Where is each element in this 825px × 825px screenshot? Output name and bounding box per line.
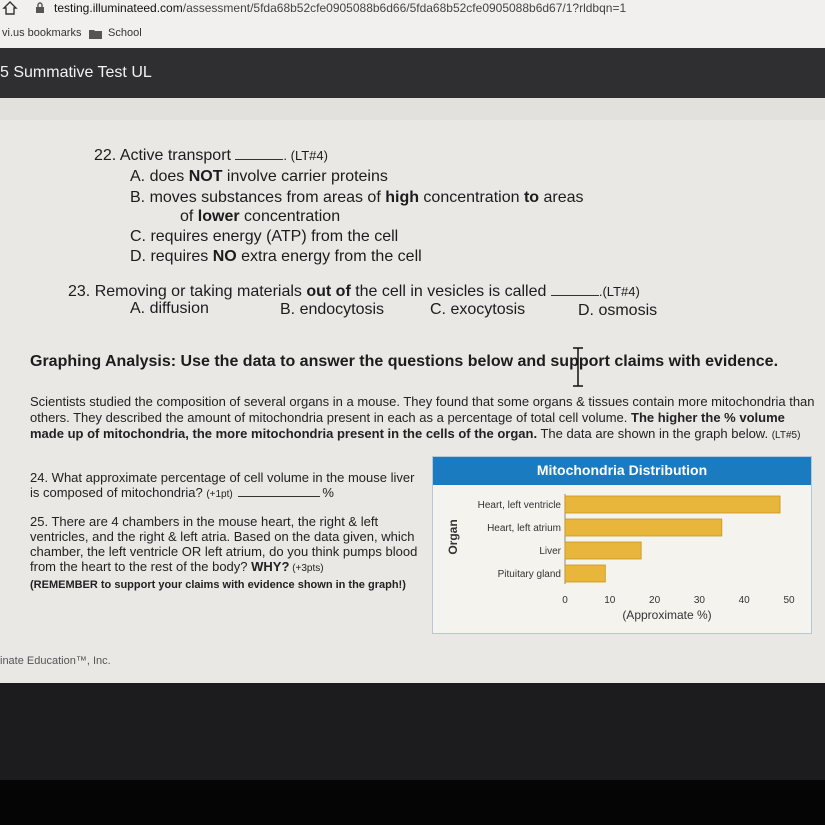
q22-option-c[interactable]: C. requires energy (ATP) from the cell <box>130 228 399 245</box>
chart-title: Mitochondria Distribution <box>536 462 708 478</box>
x-tick-label: 30 <box>693 595 705 606</box>
address-bar[interactable] <box>0 0 825 20</box>
q23-stem: 23. Removing or taking materials out of the cell in vesicles is called .(LT#4) <box>68 283 640 300</box>
footer-copyright: inate Education™, Inc. <box>0 655 111 667</box>
q24-answer-blank[interactable] <box>238 486 320 497</box>
section-intro: Scientists studied the composition of several organs in a mouse. They found that some organs & tissues contain more mitochondria than others. They described the amount of mitochondria present in each as a percentage of total cell volume. The higher the % volume made up of mitochondria, the more mitochondria present in the cells of the organ. The data are shown in the graph below. (LT#5) <box>30 394 815 441</box>
y-axis-label: Organ <box>446 519 460 555</box>
category-label: Liver <box>539 546 561 557</box>
q24-text: 24. What approximate percentage of cell volume in the mouse liver is composed of mitochondria? (+1pt) % <box>30 470 415 500</box>
chart-bar <box>565 565 605 582</box>
category-label: Heart, left atrium <box>487 523 561 534</box>
x-tick-label: 0 <box>562 595 568 606</box>
bottom-bezel <box>0 780 825 825</box>
q23-option-b[interactable]: B. endocytosis <box>280 301 385 318</box>
bookmark-item[interactable]: vi.us bookmarks <box>2 27 82 39</box>
test-content <box>0 98 825 683</box>
q23-option-a[interactable]: A. diffusion <box>130 300 209 317</box>
app-header <box>0 48 825 98</box>
bottom-area <box>0 683 825 780</box>
lock-icon <box>34 1 46 14</box>
text-cursor-icon <box>570 346 586 388</box>
chart-bar <box>565 496 780 513</box>
bookmark-item-school[interactable]: School <box>108 27 142 39</box>
folder-icon <box>89 29 102 39</box>
category-label: Pituitary gland <box>497 569 561 580</box>
chart-bar <box>565 519 722 536</box>
q23-option-d[interactable]: D. osmosis <box>578 302 658 319</box>
q22-option-d[interactable]: D. requires NO extra energy from the cell <box>130 248 422 265</box>
bookmarks-bar <box>0 24 825 44</box>
category-label: Heart, left ventricle <box>477 500 561 511</box>
x-tick-label: 50 <box>783 595 795 606</box>
mitochondria-chart <box>432 456 812 634</box>
q22-option-b[interactable]: B. moves substances from areas of high concentration to areas <box>130 189 584 206</box>
q23-option-c[interactable]: C. exocytosis <box>430 301 526 318</box>
content-top-band <box>0 98 825 120</box>
q22-option-a[interactable]: A. does NOT involve carrier proteins <box>130 168 388 185</box>
chart-header <box>433 457 811 485</box>
q22-stem: 22. Active transport . (LT#4) <box>94 147 328 164</box>
home-icon[interactable] <box>2 0 18 16</box>
x-tick-label: 40 <box>738 595 750 606</box>
x-tick-label: 10 <box>604 595 616 606</box>
page-title: 5 Summative Test UL <box>0 64 152 81</box>
x-tick-label: 20 <box>649 595 661 606</box>
graphing-section-title: Graphing Analysis: Use the data to answer the questions below and support claims with evidence. <box>30 353 779 370</box>
chart-bar <box>565 542 641 559</box>
q22-option-b-cont: of lower concentration <box>180 208 341 225</box>
url-text[interactable]: testing.illuminateed.com/assessment/5fda68b52cfe0905088b6d66/5fda68b52cfe0905088b6d67/1?rldbqn=1 <box>54 1 627 15</box>
x-axis-label: (Approximate %) <box>622 608 712 622</box>
browser-chrome <box>0 0 825 49</box>
q25-text: 25. There are 4 chambers in the mouse heart, the right & left ventricles, and the right & left atria. Based on the data given, which chamber, the left ventricle OR left atrium, do you think pumps blood from the heart to the rest of the body? WHY? (+3pts) (REMEMBER to support your claims with evidence shown in the graph!) <box>30 514 418 591</box>
chart-plot <box>433 485 811 633</box>
